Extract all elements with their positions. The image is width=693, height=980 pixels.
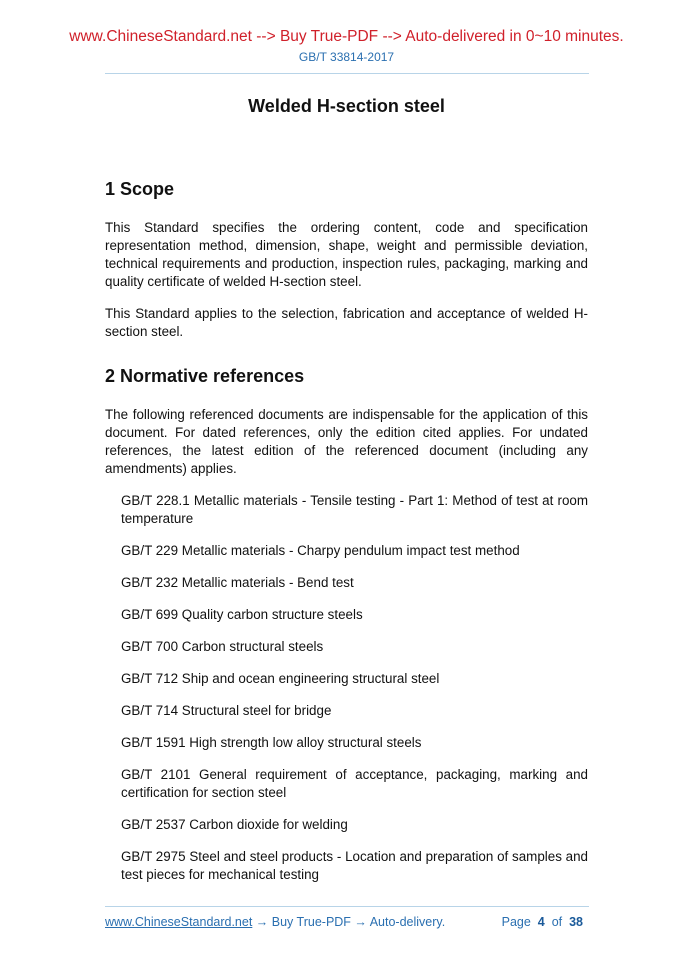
paragraph: This Standard applies to the selection, fabrication and acceptance of welded H-section steel.: [105, 306, 588, 339]
section-scope: [105, 178, 588, 341]
section-heading: 2 Normative references: [105, 366, 305, 386]
page-indicator: Page 4 of 38: [501, 915, 583, 929]
reference-item: GB/T 1591 High strength low alloy structural steels: [121, 735, 422, 750]
reference-item: GB/T 712 Ship and ocean engineering structural steel: [121, 671, 440, 686]
footer-text: → Buy True-PDF → Auto-delivery.: [252, 915, 446, 929]
footer-divider: [105, 906, 589, 907]
section-normative-references: [105, 365, 588, 898]
reference-item: GB/T 699 Quality carbon structure steels: [121, 607, 363, 622]
reference-item: GB/T 700 Carbon structural steels: [121, 639, 324, 654]
reference-item: GB/T 229 Metallic materials - Charpy pendulum impact test method: [121, 543, 520, 558]
footer: [105, 915, 583, 929]
standard-code: GB/T 33814-2017: [298, 50, 395, 64]
paragraph: The following referenced documents are indispensable for the application of this document. For dated references, only the edition cited applies. For undated references, the latest edition of the referenced document (including any amendments) applies.: [105, 407, 588, 476]
paragraph: This Standard specifies the ordering content, code and specification representation method, dimension, shape, weight and permissible deviation, technical requirements and production, inspection rules, packaging, marking and quality certificate of welded H-section steel.: [105, 220, 588, 289]
reference-item: GB/T 2537 Carbon dioxide for welding: [121, 817, 348, 832]
document-title: Welded H-section steel: [248, 96, 445, 116]
reference-item: GB/T 232 Metallic materials - Bend test: [121, 575, 354, 590]
reference-item: GB/T 714 Structural steel for bridge: [121, 703, 332, 718]
header-banner: www.ChineseStandard.net --> Buy True-PDF --> Auto-delivered in 0~10 minutes.: [69, 28, 624, 45]
header-divider: [105, 73, 589, 74]
reference-item: GB/T 2101 General requirement of acceptance, packaging, marking and certification for section steel: [121, 767, 588, 800]
reference-item: GB/T 228.1 Metallic materials - Tensile testing - Part 1: Method of test at room temperature: [121, 493, 588, 526]
reference-list: [105, 492, 588, 884]
reference-item: GB/T 2975 Steel and steel products - Location and preparation of samples and test pieces for mechanical testing: [121, 849, 588, 882]
footer-link[interactable]: www.ChineseStandard.net: [105, 915, 253, 929]
section-heading: 1 Scope: [105, 179, 175, 199]
